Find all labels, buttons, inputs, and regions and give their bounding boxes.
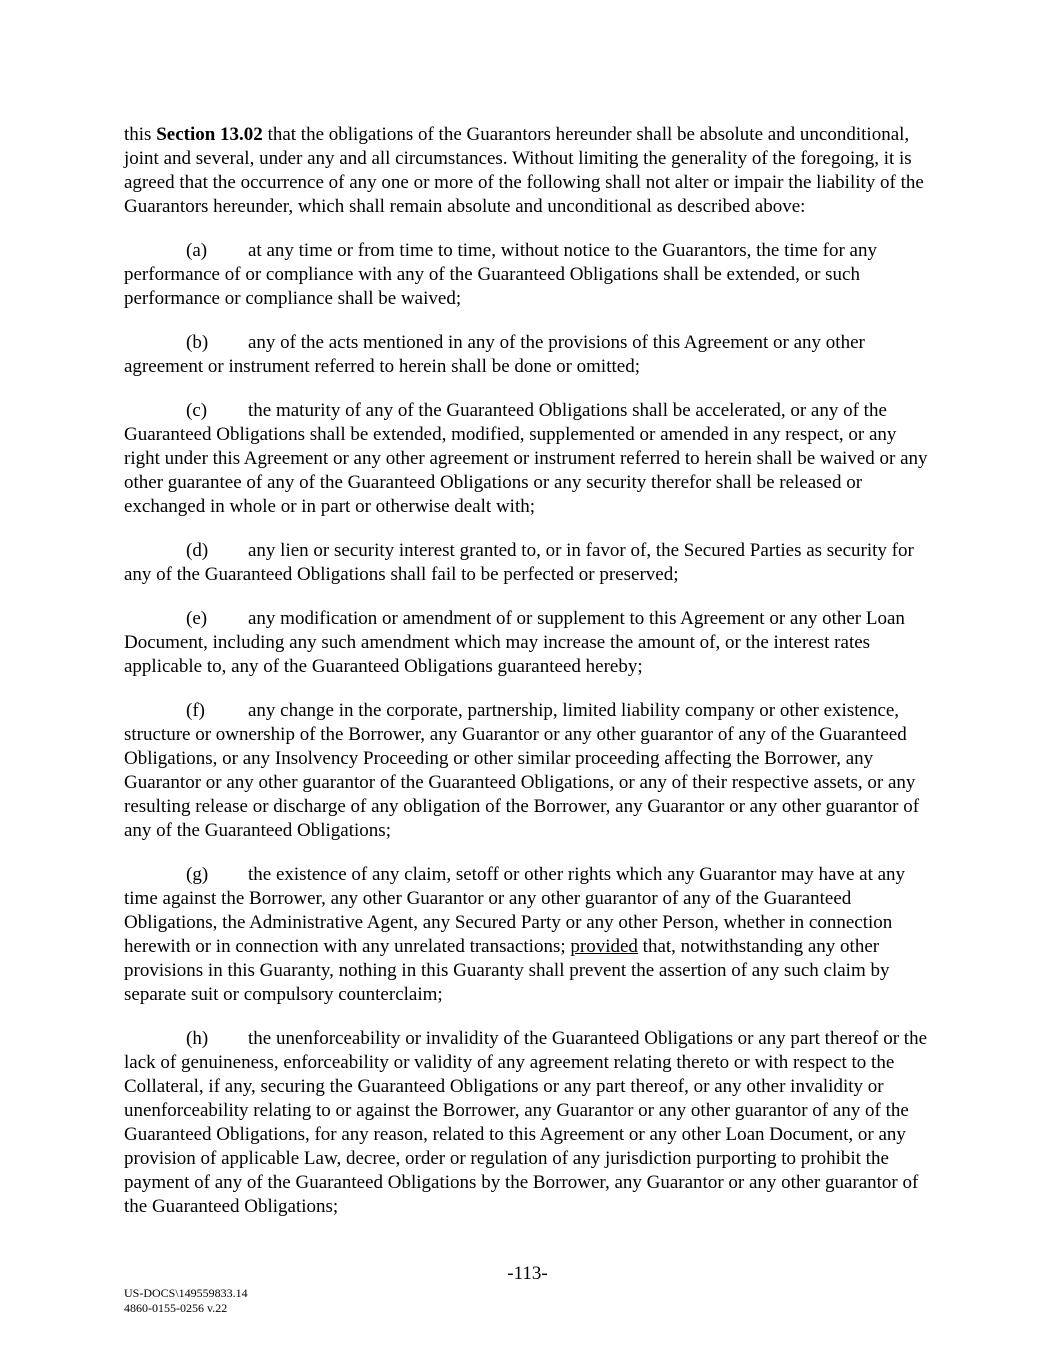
clause-text: the maturity of any of the Guaranteed Obligations shall be accelerated, or any of the Guaranteed Obligations shall be extended, modified, supplemented or amended in any respect, or any right under this Agreement or any other agreement or instrument referred to herein shall be waived or any other guarantee of any of the Guaranteed Obligations or any security therefor shall be released or exchanged in whole or in part or otherwise dealt with; — [124, 400, 928, 517]
clause-label: (f) — [186, 700, 205, 721]
clause-g — [124, 863, 932, 1007]
clause-a — [124, 239, 932, 311]
clause-e — [124, 607, 932, 679]
section-reference: Section 13.02 — [156, 124, 263, 145]
provided-term: provided — [570, 936, 638, 957]
document-body — [124, 123, 932, 1239]
clause-d — [124, 539, 932, 587]
clause-text: any of the acts mentioned in any of the provisions of this Agreement or any other agreement or instrument referred to herein shall be done or omitted; — [124, 332, 865, 377]
clause-label: (d) — [186, 540, 209, 561]
clause-text-before: the existence of any claim, setoff or other rights which any Guarantor may have at any time against the Borrower, any other Guarantor or any other guarantor of any of the Guaranteed Obligations, the Administrative Agent, any Secured Party or any other Person, whether in connection herewith or in connection with any unrelated transactions; — [124, 864, 906, 957]
footer-doc-id: US-DOCS\149559833.14 — [124, 1286, 248, 1300]
clause-text: the unenforceability or invalidity of the Guaranteed Obligations or any part thereof or the lack of genuineness, enforceability or validity of any agreement relating thereto or with respect to the Collateral, if any, securing the Guaranteed Obligations or any part thereof, or any other invalidity or unenforceability relating to or against the Borrower, any Guarantor or any other guarantor of any of the Guaranteed Obligations, for any reason, related to this Agreement or any other Loan Document, or any provision of applicable Law, decree, order or regulation of any jurisdiction purporting to prohibit the payment of any of the Guaranteed Obligations by the Borrower, any Guarantor or any other guarantor of the Guaranteed Obligations; — [124, 1028, 928, 1217]
clause-text: any change in the corporate, partnership, limited liability company or other existence, structure or ownership of the Borrower, any Guarantor or any other guarantor of any of the Guaranteed Obligations, or any Insolvency Proceeding or other similar proceeding affecting the Borrower, any Guarantor or any other guarantor of the Guaranteed Obligations, or any of their respective assets, or any resulting release or discharge of any obligation of the Borrower, any Guarantor or any other guarantor of any of the Guaranteed Obligations; — [124, 700, 920, 841]
intro-text: that the obligations of the Guarantors hereunder shall be absolute and unconditional, joint and several, under any and all circumstances. Without limiting the generality of the foregoing, it is agreed that the occurrence of any one or more of the following shall not alter or impair the liability of the Guarantors hereunder, which shall remain absolute and unconditional as described above: — [124, 124, 924, 217]
clause-text: any modification or amendment of or supplement to this Agreement or any other Loan Document, including any such amendment which may increase the amount of, or the interest rates applicable to, any of the Guaranteed Obligations guaranteed hereby; — [124, 608, 905, 677]
clause-c — [124, 399, 932, 519]
clause-b — [124, 331, 932, 379]
clause-label: (h) — [186, 1028, 209, 1049]
clause-text: any lien or security interest granted to, or in favor of, the Secured Parties as security for any of the Guaranteed Obligations shall fail to be perfected or preserved; — [124, 540, 914, 585]
footer — [124, 1286, 248, 1316]
clause-text-after: that, notwithstanding any other provisions in this Guaranty, nothing in this Guaranty shall prevent the assertion of any such claim by separate suit or compulsory counterclaim; — [124, 936, 890, 1005]
clause-label: (c) — [186, 400, 208, 421]
clause-label: (g) — [186, 864, 209, 885]
clause-f — [124, 699, 932, 843]
intro-paragraph — [124, 123, 932, 219]
footer-version-id: 4860-0155-0256 v.22 — [124, 1301, 228, 1315]
clause-label: (b) — [186, 332, 209, 353]
clause-h — [124, 1027, 932, 1219]
clause-label: (a) — [186, 240, 208, 261]
page-number: -113- — [507, 1263, 548, 1284]
intro-prefix: this — [124, 124, 157, 145]
clause-label: (e) — [186, 608, 208, 629]
clause-text: at any time or from time to time, without notice to the Guarantors, the time for any performance of or compliance with any of the Guaranteed Obligations shall be extended, or such performance or compliance shall be waived; — [124, 240, 877, 309]
